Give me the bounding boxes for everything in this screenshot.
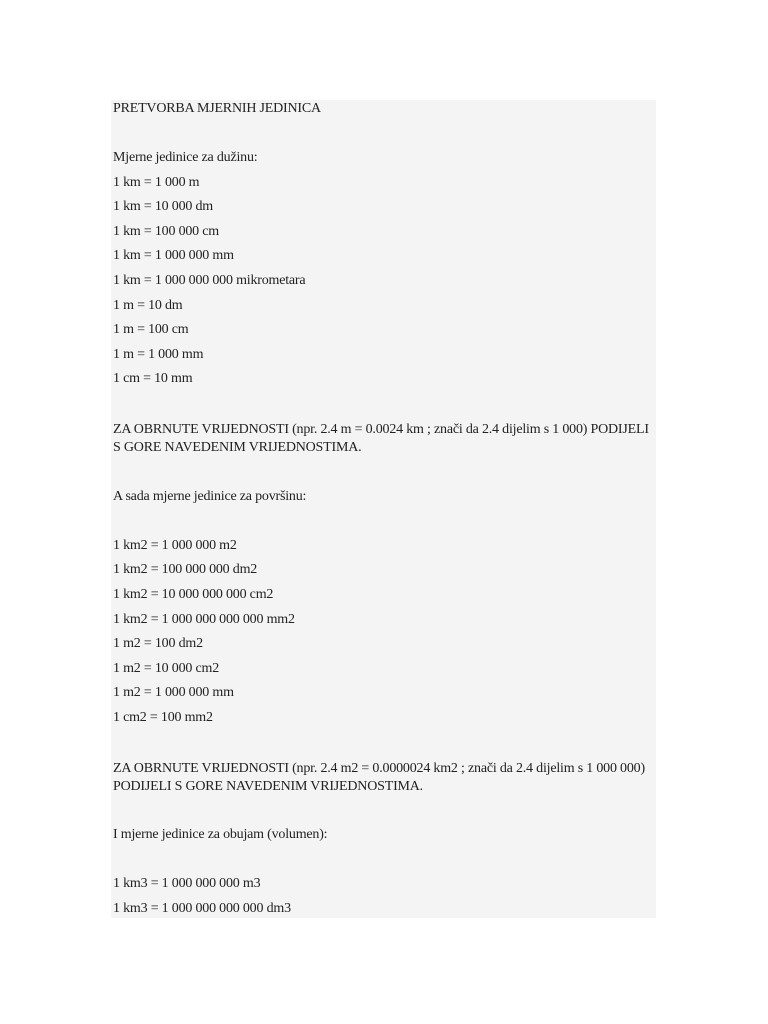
area-heading: A sada mjerne jedinice za površinu:: [113, 489, 307, 504]
length-line: 1 km = 1 000 000 000 mikrometara: [113, 273, 306, 288]
length-line: 1 m = 1 000 mm: [113, 347, 204, 362]
length-heading: Mjerne jedinice za dužinu:: [113, 150, 258, 165]
volume-line: 1 km3 = 1 000 000 000 000 dm3: [113, 901, 291, 916]
area-line: 1 km2 = 1 000 000 000 000 mm2: [113, 612, 295, 627]
area-reverse-note: ZA OBRNUTE VRIJEDNOSTI (npr. 2.4 m2 = 0.0000024 km2 ; znači da 2.4 dijelim s 1 000 000) PODIJELI S GORE NAVEDENIM VRIJEDNOSTIMA.: [113, 761, 645, 794]
length-line: 1 km = 1 000 m: [113, 175, 200, 190]
area-line: 1 km2 = 100 000 000 dm2: [113, 562, 258, 577]
area-line: 1 m2 = 10 000 cm2: [113, 661, 219, 676]
length-line: 1 m = 100 cm: [113, 322, 189, 337]
area-line: 1 m2 = 100 dm2: [113, 636, 203, 651]
document-title: PRETVORBA MJERNIH JEDINICA: [113, 101, 321, 116]
length-reverse-note: ZA OBRNUTE VRIJEDNOSTI (npr. 2.4 m = 0.0024 km ; znači da 2.4 dijelim s 1 000) PODIJELI S GORE NAVEDENIM VRIJEDNOSTIMA.: [113, 422, 649, 455]
area-line: 1 km2 = 10 000 000 000 cm2: [113, 587, 274, 602]
document-page: [111, 100, 656, 918]
area-line: 1 cm2 = 100 mm2: [113, 710, 213, 725]
length-line: 1 cm = 10 mm: [113, 371, 193, 386]
length-line: 1 m = 10 dm: [113, 298, 183, 313]
volume-line: 1 km3 = 1 000 000 000 m3: [113, 876, 261, 891]
length-line: 1 km = 100 000 cm: [113, 224, 219, 239]
area-line: 1 km2 = 1 000 000 m2: [113, 538, 237, 553]
area-line: 1 m2 = 1 000 000 mm: [113, 685, 234, 700]
length-line: 1 km = 1 000 000 mm: [113, 248, 234, 263]
length-line: 1 km = 10 000 dm: [113, 199, 213, 214]
volume-heading: I mjerne jedinice za obujam (volumen):: [113, 827, 328, 842]
